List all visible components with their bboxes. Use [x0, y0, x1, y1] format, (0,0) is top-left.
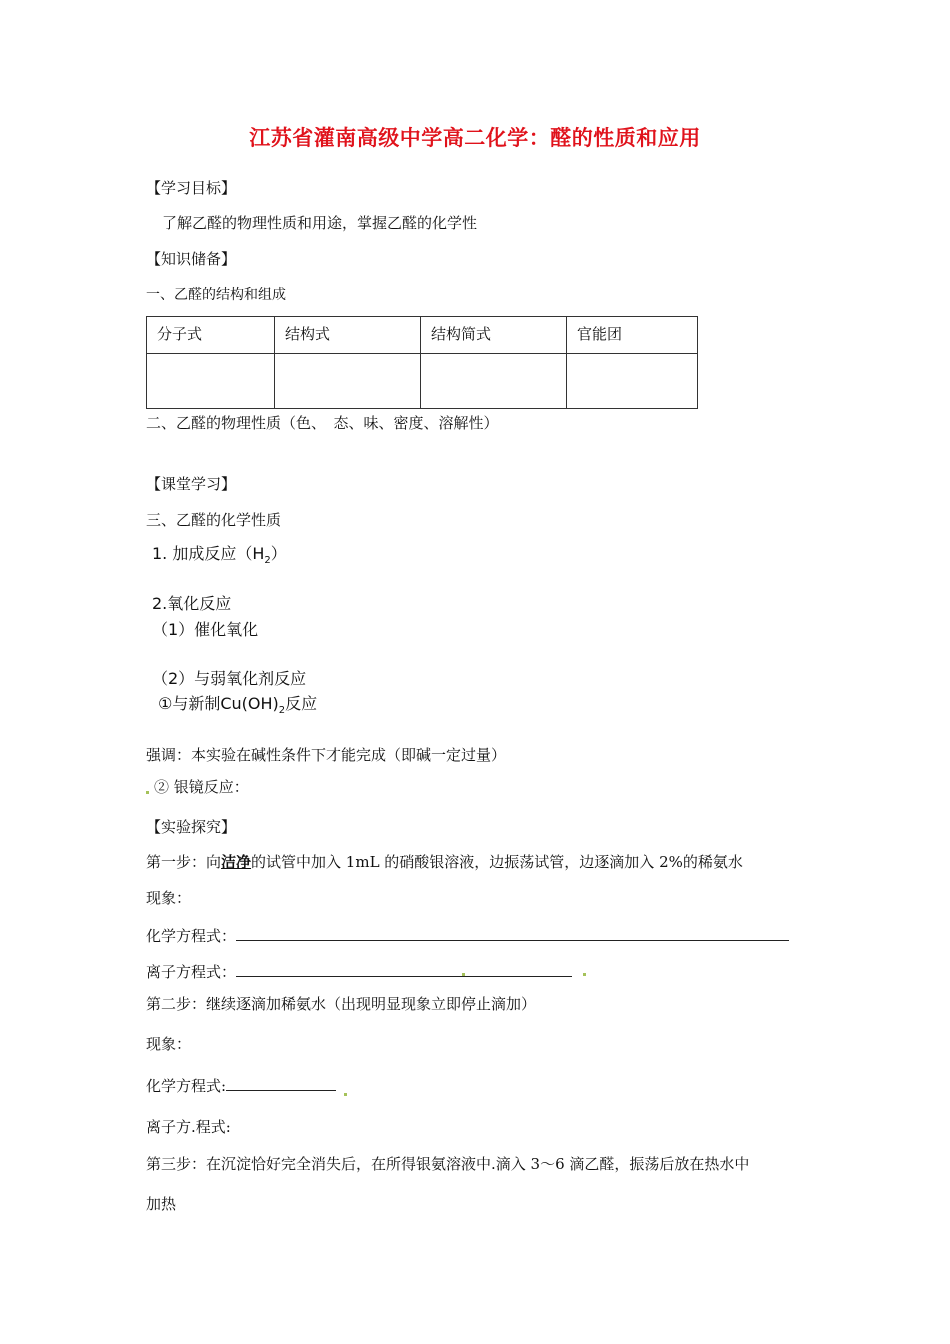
table-cell	[147, 354, 275, 409]
step2: 第二步：继续逐滴加稀氨水（出现明显现象立即停止滴加）	[146, 995, 537, 1013]
page-title: 江苏省灌南高级中学高二化学：醛的性质和应用	[249, 126, 701, 150]
phenomenon-2: 现象：	[146, 1035, 192, 1053]
section-structure: 一、乙醛的结构和组成	[146, 287, 286, 303]
section-chemical: 三、乙醛的化学性质	[146, 511, 282, 529]
table-cell	[275, 354, 421, 409]
step3-continued: 加热	[146, 1195, 177, 1213]
item-oxidation: 2.氧化反应	[152, 594, 232, 613]
header-molecular-formula: 分子式	[147, 317, 275, 354]
ion-eq-1: 离子方程式：	[146, 960, 572, 982]
marker-dot	[583, 973, 586, 976]
table-cell	[567, 354, 698, 409]
phenomenon-1: 现象：	[146, 889, 192, 907]
marker-dot	[462, 973, 465, 976]
item-cuoh2: ①与新制$Cu(OH)_2$反应	[158, 694, 318, 717]
table-header-row	[147, 317, 698, 354]
step3: 第三步：在沉淀恰好完全消失后，在所得银氨溶液中.滴入 3～6 滴乙醛，振荡后放在热水中	[146, 1155, 750, 1173]
answer-blank[interactable]	[226, 1074, 336, 1091]
chem-eq-2: 化学方程式:	[146, 1074, 336, 1096]
prep-heading: 【知识储备】	[146, 250, 237, 268]
section-physical: 二、乙醛的物理性质（色、 态、味、密度、溶解性）	[146, 414, 499, 432]
answer-blank[interactable]	[236, 960, 454, 977]
experiment-heading: 【实验探究】	[146, 818, 237, 836]
chem-eq-1: 化学方程式：	[146, 924, 789, 946]
silver-mirror: ② 银镜反应：	[154, 778, 249, 796]
answer-blank[interactable]	[236, 924, 789, 941]
goals-text: 了解乙醛的物理性质和用途，掌握乙醛的化学性	[162, 214, 478, 232]
step1: 第一步：向洁净的试管中加入 1mL 的硝酸银溶液，边振荡试管，边逐滴加入 2%的稀氨水	[146, 853, 743, 871]
table-row	[147, 354, 698, 409]
goals-heading: 【学习目标】	[146, 179, 237, 197]
item-addition-label: 1. 加成反应（H	[152, 544, 265, 563]
emphasis-note: 强调：本实验在碱性条件下才能完成（即碱一定过量）	[146, 746, 507, 764]
header-condensed-formula: 结构简式	[421, 317, 567, 354]
item-catalytic-oxidation: （1）催化氧化	[152, 620, 259, 639]
marker-dot	[344, 1093, 347, 1096]
header-structural-formula: 结构式	[275, 317, 421, 354]
item-addition: 1. 加成反应$(H_2)$	[152, 544, 287, 567]
table-cell	[421, 354, 567, 409]
class-heading: 【课堂学习】	[146, 475, 237, 493]
answer-blank[interactable]	[454, 960, 572, 977]
structure-table	[146, 316, 698, 409]
ion-eq-2: 离子方.程式:	[146, 1118, 231, 1136]
marker-dot	[146, 791, 149, 794]
header-functional-group: 官能团	[567, 317, 698, 354]
item-weak-oxidant: （2）与弱氧化剂反应	[152, 669, 307, 688]
